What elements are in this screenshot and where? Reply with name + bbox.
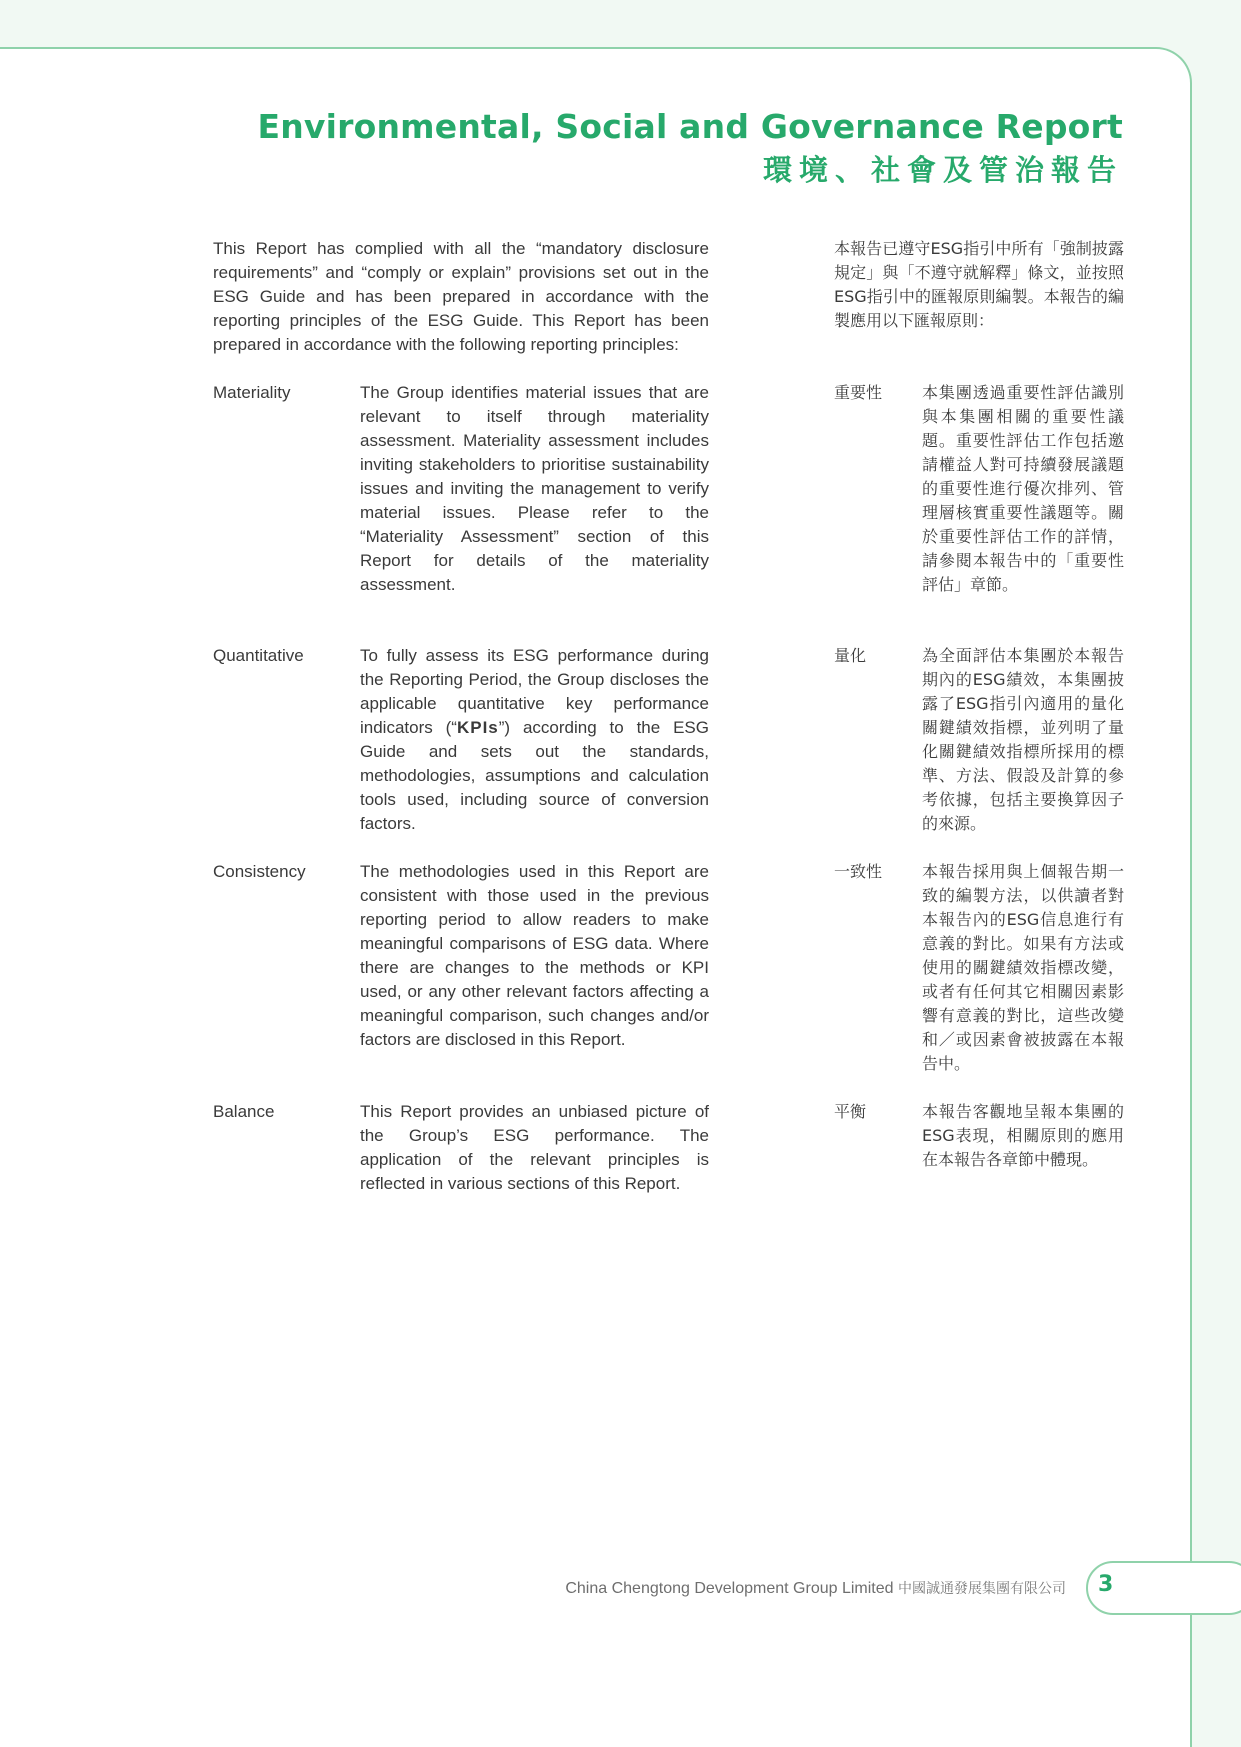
principle-desc-en: The methodologies used in this Report are consistent with those used in the previous reporting period to allow readers to make meaningful comparisons of ESG data. Where there are changes to the methods or KPI used, or any other relevant factors affecting a meaningful comparison, such changes and/or factors are disclosed in this Report. [360,862,709,1049]
principle-desc-zh: 本報告客觀地呈報本集團的ESG表現，相關原則的應用在本報告各章節中體現。 [922,1102,1124,1169]
principle-desc-en: The Group identifies material issues that are relevant to itself through materiality assessment. Materiality assessment includes inviting stakeholders to prioritise sustainability issues and inviting the management to verify material issues. Please refer to the “Materiality Assessment” section of this Report for details of the materiality assessment. [360,383,709,594]
footer-company-en: China Chengtong Development Group Limited [565,1580,894,1597]
principle-label-en: Quantitative [213,646,304,665]
principle-label-zh: 量化 [834,646,867,665]
report-title-zh: 環境、社會及管治報告 [762,153,1123,187]
principle-desc-en: This Report provides an unbiased picture of the Group’s ESG performance. The application of the relevant principles is reflected in various sections of this Report. [360,1102,709,1193]
report-title-en: Environmental, Social and Governance Report [257,107,1123,146]
principle-desc-zh: 為全面評估本集團於本報告期內的ESG績效，本集團披露了ESG指引內適用的量化關鍵績效指標，並列明了量化關鍵績效指標所採用的標準、方法、假設及計算的參考依據，包括主要換算因子的來源。 [922,646,1124,833]
principle-desc-en [360,644,709,836]
principle-label-en: Materiality [213,383,291,402]
principle-label-zh: 一致性 [834,862,883,881]
principle-desc-en-part: ”) according to the ESG Guide and sets out the standards, methodologies, assumptions and calculation tools used, including source of conversion factors. [360,718,709,833]
principle-desc-zh: 本報告採用與上個報告期一致的編製方法，以供讀者對本報告內的ESG信息進行有意義的對比。如果有方法或使用的關鍵績效指標改變，或者有任何其它相關因素影響有意義的對比，這些改變和／或因素會被披露在本報告中。 [922,862,1124,1073]
kpis-term: KPIs [456,718,499,737]
principle-desc-en-part: To fully assess its ESG performance during the Reporting Period, the Group discloses the applicable quantitative key performance indicators (“ [360,646,709,737]
principle-label-zh: 重要性 [834,383,883,402]
page-number: 3 [1098,1572,1114,1597]
principle-desc-zh: 本集團透過重要性評估識別與本集團相關的重要性議題。重要性評估工作包括邀請權益人對可持續發展議題的重要性進行優次排列、管理層核實重要性議題等。關於重要性評估工作的詳情，請參閱本報告中的「重要性評估」章節。 [922,383,1124,594]
intro-paragraph-en: This Report has complied with all the “mandatory disclosure requirements” and “comply or explain” provisions set out in the ESG Guide and has been prepared in accordance with the reporting principles of the ESG Guide. This Report has been prepared in accordance with the following reporting principles: [213,239,709,354]
footer-company-zh: 中國誠通發展集團有限公司 [898,1581,1066,1597]
border-line [1190,1615,1192,1684]
principle-label-zh: 平衡 [834,1102,867,1121]
intro-paragraph-zh: 本報告已遵守ESG指引中所有「強制披露規定」與「不遵守就解釋」條文，並按照ESG指引中的匯報原則編製。本報告的編製應用以下匯報原則： [834,239,1124,330]
footer-company [565,1578,1066,1598]
principle-label-en: Consistency [213,862,306,881]
principle-label-en: Balance [213,1102,275,1121]
